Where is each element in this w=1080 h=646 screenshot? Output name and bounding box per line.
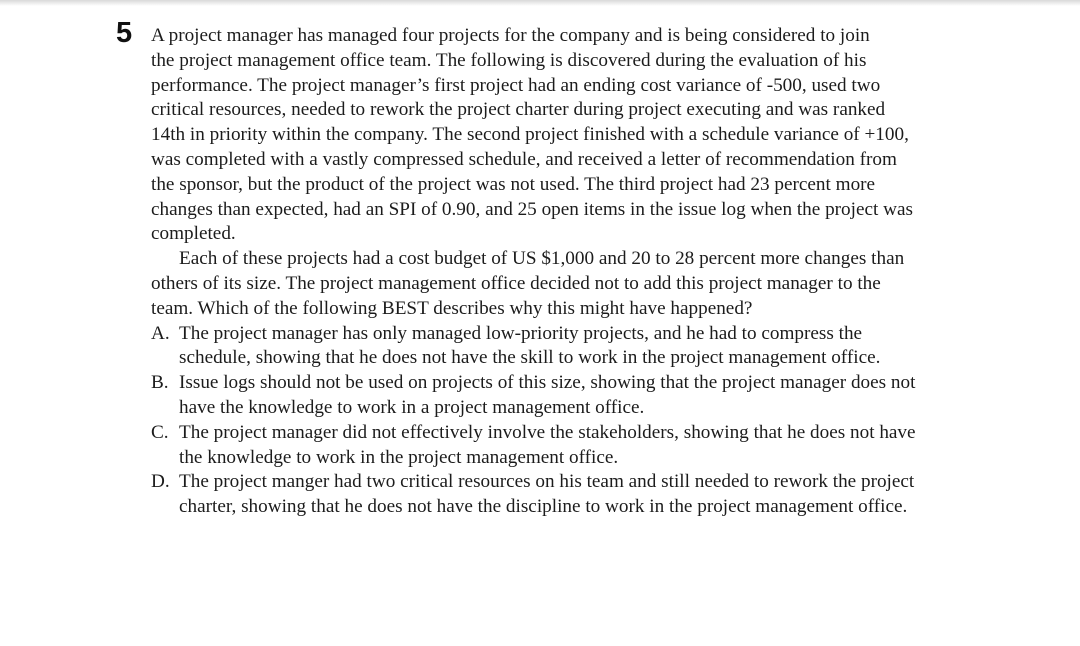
option-a[interactable]	[151, 322, 981, 372]
option-text: Issue logs should not be used on projects of this size, showing that the project manager does not	[179, 372, 916, 394]
stem-line: the sponsor, but the product of the project was not used. The third project had 23 percent more	[151, 173, 876, 195]
option-letter: D.	[151, 471, 170, 493]
paragraph-line: team. Which of the following BEST describes why this might have happened?	[151, 297, 753, 319]
stem-line: critical resources, needed to rework the project charter during project executing and was ranked	[151, 99, 886, 121]
option-text: charter, showing that he does not have the discipline to work in the project management office.	[179, 496, 908, 518]
stem-line: the project management office team. The following is discovered during the evaluation of his	[151, 49, 867, 71]
option-text: have the knowledge to work in a project management office.	[179, 396, 645, 418]
paragraph-line: Each of these projects had a cost budget of US $1,000 and 20 to 28 percent more changes than	[179, 248, 905, 270]
option-text: the knowledge to work in the project management office.	[179, 446, 619, 468]
answer-options	[151, 322, 981, 520]
option-letter: A.	[151, 322, 170, 344]
option-b[interactable]	[151, 371, 981, 421]
paragraph-line: others of its size. The project management office decided not to add this project manager to the	[151, 272, 881, 294]
question-number: 5	[116, 17, 133, 49]
stem-line: A project manager has managed four projects for the company and is being considered to join	[151, 25, 870, 46]
question-block	[151, 24, 981, 520]
option-text: schedule, showing that he does not have the skill to work in the project management office.	[179, 347, 881, 369]
option-text: The project manager has only managed low-priority projects, and he had to compress the	[179, 322, 863, 344]
option-text: The project manger had two critical resources on his team and still needed to rework the project	[179, 471, 915, 493]
stem-line: completed.	[151, 223, 236, 245]
question-stem	[151, 24, 981, 247]
option-letter: C.	[151, 421, 169, 443]
page-top-edge	[0, 0, 1080, 6]
stem-line: performance. The project manager’s first project had an ending cost variance of -500, used two	[151, 74, 881, 96]
option-letter: B.	[151, 372, 169, 394]
option-d[interactable]	[151, 470, 981, 520]
stem-line: changes than expected, had an SPI of 0.90, and 25 open items in the issue log when the project was	[151, 198, 913, 220]
question-paragraph-2	[151, 247, 981, 321]
stem-line: was completed with a vastly compressed schedule, and received a letter of recommendation from	[151, 148, 897, 170]
stem-line: 14th in priority within the company. The second project finished with a schedule variance of +100,	[151, 124, 909, 146]
option-text: The project manager did not effectively involve the stakeholders, showing that he does not have	[179, 421, 916, 443]
option-c[interactable]	[151, 421, 981, 471]
